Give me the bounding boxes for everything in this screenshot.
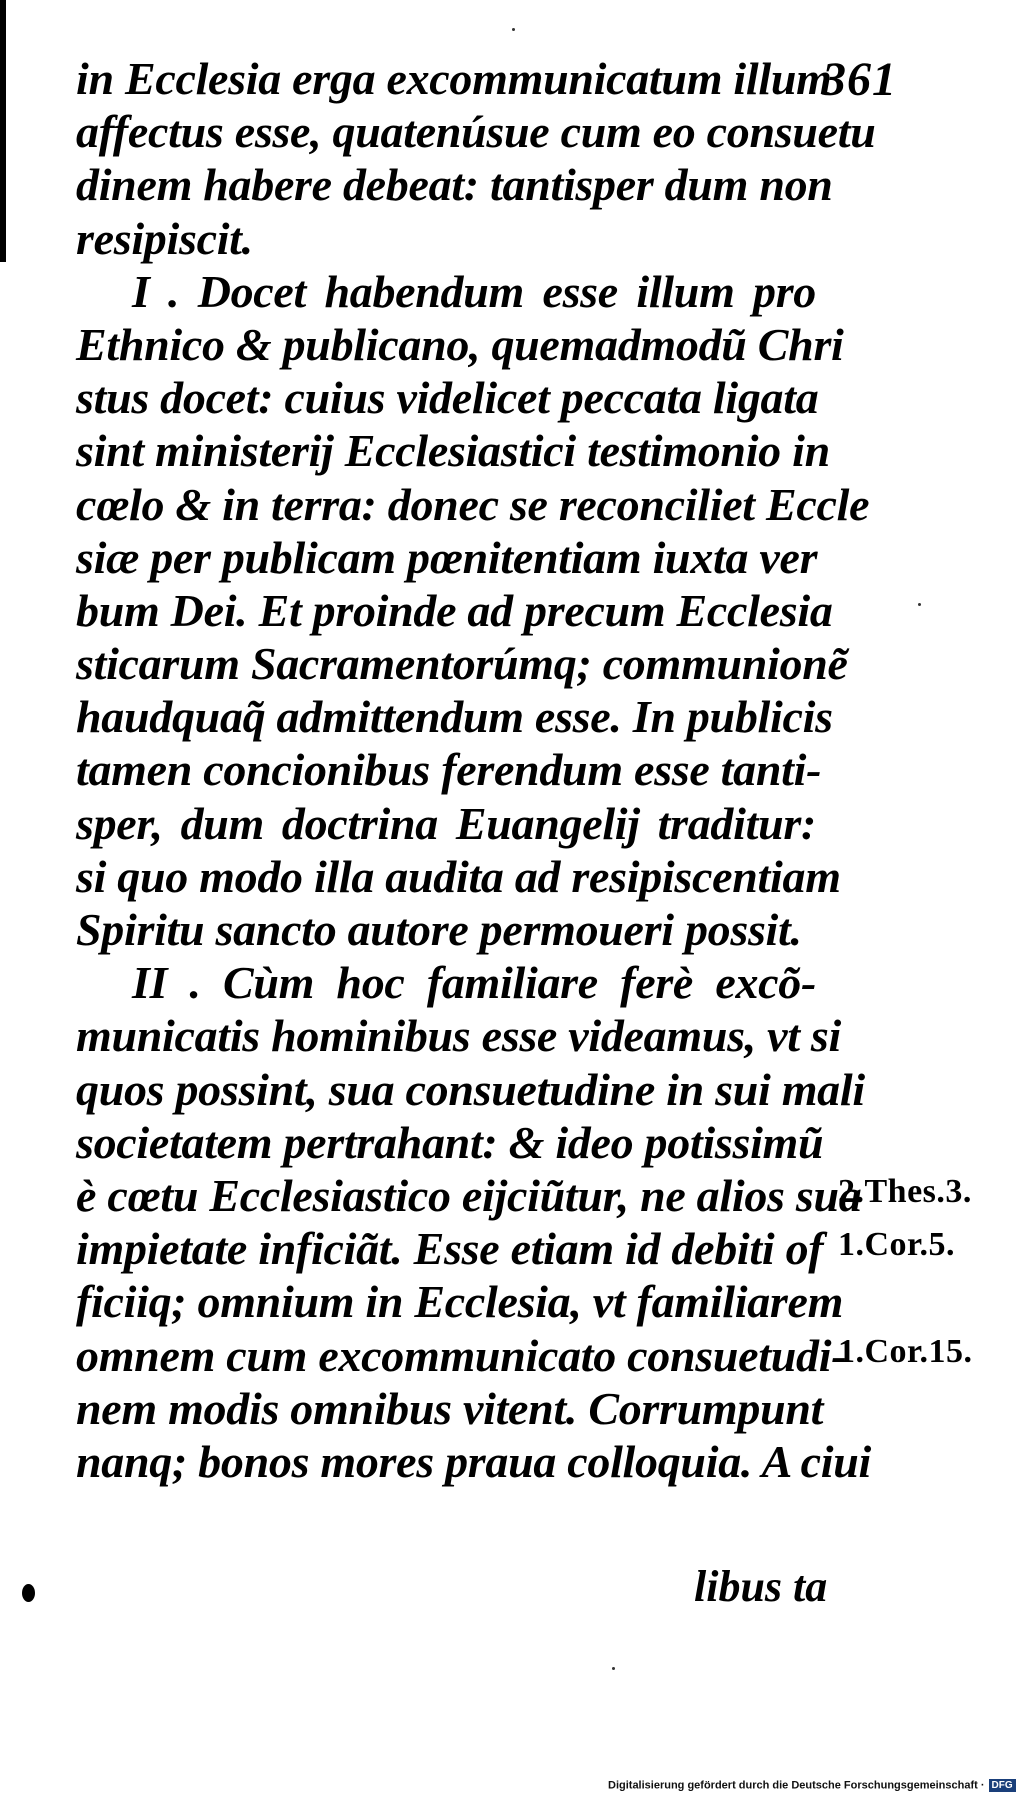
text-line: bum Dei. Et proinde ad precum Ecclesia (76, 584, 833, 636)
digitization-footer (608, 1779, 1016, 1792)
ink-speck (512, 28, 515, 31)
text-line: quos possint, sua consuetudine in sui mali (76, 1063, 865, 1115)
text-line: dinem habere debeat: tantisper dum non (76, 159, 833, 211)
text-line: in Ecclesia erga excommunicatum illum (76, 53, 832, 104)
text-line: II . Cùm hoc familiare ferè excõ- (132, 957, 816, 1009)
marginal-reference: 2.Thes.3. (838, 1173, 972, 1211)
text-line: ficiiq; omnium in Ecclesia, vt familiarem (76, 1276, 844, 1328)
text-line: si quo modo illa audita ad resipiscentiam (76, 850, 841, 902)
text-line: municatis hominibus esse videamus, vt si (76, 1010, 841, 1062)
text-line: resipiscit. (76, 212, 253, 264)
page-edge-rule (0, 0, 6, 262)
text-line: sint ministerij Ecclesiastici testimonio in (76, 425, 830, 477)
text-line: è cœtu Ecclesiastico eijciũtur, ne alios sua (76, 1169, 862, 1221)
text-line: I . Docet habendum esse illum pro (132, 265, 816, 317)
marginal-reference: 1.Cor.5. (838, 1226, 956, 1264)
text-line: sper, dum doctrina Euangelij traditur: (76, 797, 816, 849)
footer-credit: Digitalisierung gefördert durch die Deutsche Forschungsgemeinschaft · (608, 1779, 985, 1792)
text-line: siæ per publicam pœnitentiam iuxta ver (76, 531, 818, 583)
marginal-reference: 1.Cor.15. (838, 1332, 973, 1370)
dfg-logo: DFG (989, 1779, 1016, 1792)
text-line: Spiritu sancto autore permoueri possit. (76, 904, 802, 955)
text-line: stus docet: cuius videlicet peccata ligata (76, 372, 819, 424)
catchword: libus ta (694, 1562, 828, 1611)
ink-blot (22, 1584, 35, 1602)
ink-speck (612, 1667, 615, 1670)
text-line: tamen concionibus ferendum esse tanti- (76, 744, 822, 796)
text-line: omnem cum excommunicato consuetudi- (76, 1329, 847, 1381)
ink-speck (918, 603, 921, 606)
text-line: nem modis omnibus vitent. Corrumpunt (76, 1382, 824, 1434)
text-line: nanq; bonos mores praua colloquia. A ciui (76, 1435, 871, 1487)
text-line: affectus esse, quatenúsue cum eo consuetu (76, 106, 876, 158)
text-line: impietate inficiãt. Esse etiam id debiti of (76, 1223, 824, 1275)
text-line: sticarum Sacramentorúmq; communionẽ (76, 638, 848, 690)
text-line: haudquaq̃ admittendum esse. In publicis (76, 691, 833, 743)
text-line: cœlo & in terra: donec se reconciliet Eccle (76, 478, 870, 530)
page-number: 361 (822, 53, 897, 106)
text-line: societatem pertrahant: & ideo potissimũ (76, 1116, 824, 1168)
text-line: Ethnico & publicano, quemadmodũ Chri (76, 318, 844, 370)
